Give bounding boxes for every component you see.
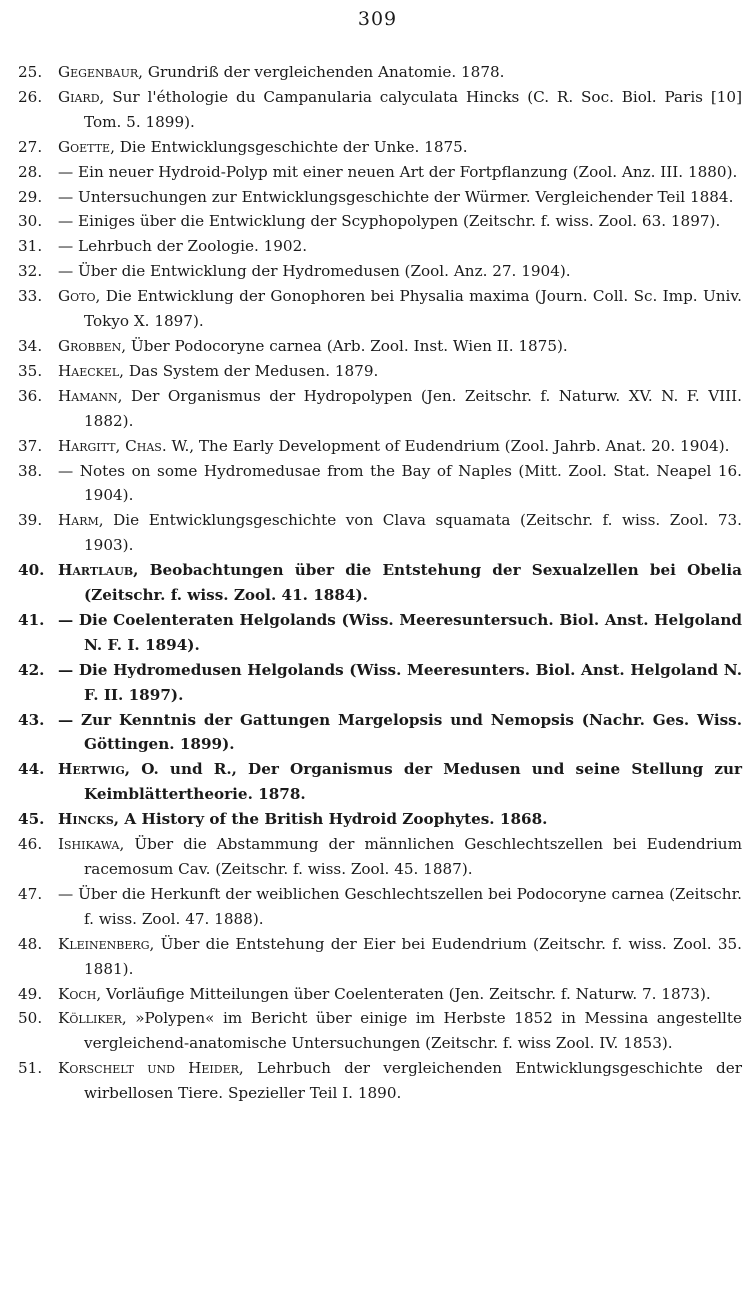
reference-author: — xyxy=(58,212,74,231)
reference-text: Lehrbuch der vergleichenden Entwicklungsgeschichte der wirbellosen Tiere. Spezieller Teil I. 1890. xyxy=(84,1059,742,1103)
reference-author: — xyxy=(58,237,74,256)
reference-number: 51. xyxy=(18,1059,43,1078)
reference-entry xyxy=(18,807,742,832)
reference-number: 44. xyxy=(18,760,45,779)
reference-entry xyxy=(18,234,742,259)
reference-text: Zur Kenntnis der Gattungen Margelopsis und Nemopsis (Nachr. Ges. Wiss. Göttingen. 1899). xyxy=(81,710,742,754)
reference-number: 37. xyxy=(18,436,43,455)
reference-number: 28. xyxy=(18,162,43,181)
reference-citation xyxy=(58,209,742,234)
reference-entry xyxy=(18,359,742,384)
reference-text: Über die Entwicklung der Hydromedusen (Zool. Anz. 27. 1904). xyxy=(78,262,571,281)
reference-number: 47. xyxy=(18,884,43,903)
reference-number: 40. xyxy=(18,561,45,580)
reference-author: Harm, xyxy=(58,511,104,530)
reference-text: Die Entwicklung der Gonophoren bei Physalia maxima (Journ. Coll. Sc. Imp. Univ. Tokyo X. 1897). xyxy=(84,287,743,331)
reference-citation xyxy=(58,384,742,434)
reference-text: The Early Development of Eudendrium (Zool. Jahrb. Anat. 20. 1904). xyxy=(198,436,730,455)
reference-author: — xyxy=(58,884,74,903)
reference-entry xyxy=(18,757,742,807)
reference-entry xyxy=(18,259,742,284)
reference-text: Vorläufige Mitteilungen über Coelenteraten (Jen. Zeitschr. f. Naturw. 7. 1873). xyxy=(106,984,711,1003)
reference-citation xyxy=(58,359,742,384)
reference-author: Grobben, xyxy=(58,336,127,355)
reference-author: — xyxy=(58,461,74,480)
reference-author: Kölliker, xyxy=(58,1009,127,1028)
reference-text: Notes on some Hydromedusae from the Bay of Naples (Mitt. Zool. Stat. Neapel 16. 1904). xyxy=(79,461,743,505)
reference-number: 25. xyxy=(18,63,43,81)
reference-text: Sur l'éthologie du Campanularia calyculata Hincks (C. R. Soc. Biol. Paris [10] Tom. 5. 1899). xyxy=(84,87,743,131)
reference-author: — xyxy=(58,610,74,629)
reference-author: — xyxy=(58,162,74,181)
reference-text: Über die Herkunft der weiblichen Geschlechtszellen bei Podocoryne carnea (Zeitschr. f. wiss. Zool. 47. 1888). xyxy=(78,884,742,928)
reference-entry xyxy=(18,832,742,882)
reference-entry xyxy=(18,384,742,434)
reference-text: Die Entwicklungsgeschichte der Unke. 1875. xyxy=(119,137,468,156)
reference-citation xyxy=(58,334,742,359)
reference-entry xyxy=(18,658,742,708)
reference-author: Hincks, xyxy=(58,810,120,829)
reference-author: — xyxy=(58,710,74,729)
reference-author: Hartlaub, xyxy=(58,561,139,580)
reference-entry xyxy=(18,558,742,608)
reference-number: 50. xyxy=(18,1009,43,1028)
reference-citation xyxy=(58,982,742,1007)
reference-citation xyxy=(58,234,742,259)
reference-citation xyxy=(58,185,742,210)
reference-citation xyxy=(58,60,742,85)
reference-text: Über Podocoryne carnea (Arb. Zool. Inst. Wien II. 1875). xyxy=(130,336,568,355)
reference-citation xyxy=(58,160,742,185)
reference-entry xyxy=(18,85,742,135)
reference-author: Hertwig, xyxy=(58,760,131,779)
reference-number: 30. xyxy=(18,212,43,231)
reference-number: 42. xyxy=(18,660,45,679)
reference-number: 34. xyxy=(18,336,43,355)
reference-number: 39. xyxy=(18,511,43,530)
reference-number: 36. xyxy=(18,386,43,405)
reference-list xyxy=(18,60,742,1106)
reference-text: Ein neuer Hydroid-Polyp mit einer neuen Art der Fortpflanzung (Zool. Anz. III. 1880). xyxy=(78,162,738,181)
reference-entry xyxy=(18,60,742,85)
reference-text: O. und R., Der Organismus der Medusen und seine Stellung zur Keimblättertheorie. 1878. xyxy=(84,760,743,804)
reference-author: — xyxy=(58,187,74,206)
reference-text: Über die Abstammung der männlichen Geschlechtszellen bei Eudendrium racemosum Cav. (Zeitschr. f. wiss. Zool. 45. 1887). xyxy=(84,835,742,878)
reference-citation xyxy=(58,85,742,135)
reference-text: Der Organismus der Hydropolypen (Jen. Zeitschr. f. Naturw. XV. N. F. VIII. 1882). xyxy=(84,386,743,430)
reference-citation xyxy=(58,459,742,509)
reference-entry xyxy=(18,882,742,932)
reference-citation xyxy=(58,284,742,334)
reference-number: 49. xyxy=(18,984,43,1003)
reference-entry xyxy=(18,284,742,334)
reference-number: 46. xyxy=(18,835,43,854)
reference-text: Die Entwicklungsgeschichte von Clava squamata (Zeitschr. f. wiss. Zool. 73. 1903). xyxy=(84,511,743,555)
reference-text: Grundriß der vergleichenden Anatomie. 1878. xyxy=(147,63,505,81)
reference-number: 26. xyxy=(18,87,43,106)
reference-number: 48. xyxy=(18,934,43,953)
reference-number: 41. xyxy=(18,610,45,629)
reference-citation xyxy=(58,1006,742,1056)
reference-entry xyxy=(18,608,742,658)
reference-text: Einiges über die Entwicklung der Scyphopolypen (Zeitschr. f. wiss. Zool. 63. 1897). xyxy=(78,212,721,231)
reference-entry xyxy=(18,135,742,160)
reference-entry xyxy=(18,459,742,509)
reference-entry xyxy=(18,708,742,758)
reference-citation xyxy=(58,135,742,160)
reference-citation xyxy=(58,658,742,708)
reference-text: Beobachtungen über die Entstehung der Sexualzellen bei Obelia (Zeitschr. f. wiss. Zool. 41. 1884). xyxy=(84,561,742,605)
reference-text: Die Coelenteraten Helgolands (Wiss. Meeresuntersuch. Biol. Anst. Helgoland N. F. I. 1894). xyxy=(78,610,742,654)
reference-number: 31. xyxy=(18,237,43,256)
reference-number: 27. xyxy=(18,137,43,156)
page-number: 309 xyxy=(357,8,398,30)
reference-text: Über die Entstehung der Eier bei Eudendrium (Zeitschr. f. wiss. Zool. 35. 1881). xyxy=(84,934,742,978)
reference-author: Gegenbaur, xyxy=(58,63,144,81)
reference-text: Die Hydromedusen Helgolands (Wiss. Meeresunters. Biol. Anst. Helgoland N. F. II. 1897). xyxy=(78,660,742,704)
reference-text: Lehrbuch der Zoologie. 1902. xyxy=(78,237,308,256)
reference-author: — xyxy=(58,262,74,281)
reference-number: 33. xyxy=(18,287,43,306)
reference-author: Hargitt, Chas. W., xyxy=(58,436,195,455)
reference-citation xyxy=(58,832,742,882)
reference-author: Ishikawa, xyxy=(58,835,125,854)
reference-entry xyxy=(18,334,742,359)
reference-author: Haeckel, xyxy=(58,361,125,380)
reference-author: Korschelt und Heider, xyxy=(58,1059,244,1078)
reference-entry xyxy=(18,508,742,558)
reference-citation xyxy=(58,1056,742,1106)
reference-entry xyxy=(18,982,742,1007)
reference-author: Goto, xyxy=(58,287,101,306)
reference-author: — xyxy=(58,660,74,679)
reference-citation xyxy=(58,608,742,658)
reference-text: Untersuchungen zur Entwicklungsgeschichte der Würmer. Vergleichender Teil 1884. xyxy=(78,187,734,206)
reference-author: Goette, xyxy=(58,137,115,156)
reference-text: Das System der Medusen. 1879. xyxy=(128,361,379,380)
reference-entry xyxy=(18,932,742,982)
reference-number: 38. xyxy=(18,461,43,480)
reference-author: Hamann, xyxy=(58,386,123,405)
reference-entry xyxy=(18,1006,742,1056)
reference-entry xyxy=(18,185,742,210)
reference-citation xyxy=(58,807,742,832)
reference-number: 32. xyxy=(18,262,43,281)
reference-number: 43. xyxy=(18,710,45,729)
reference-citation xyxy=(58,932,742,982)
reference-entry xyxy=(18,434,742,459)
reference-text: A History of the British Hydroid Zoophytes. 1868. xyxy=(124,810,548,829)
reference-citation xyxy=(58,882,742,932)
reference-citation xyxy=(58,434,742,459)
reference-citation xyxy=(58,558,742,608)
reference-entry xyxy=(18,1056,742,1106)
reference-citation xyxy=(58,708,742,758)
reference-number: 45. xyxy=(18,810,45,829)
reference-text: »Polypen« im Bericht über einige im Herbste 1852 in Messina angestellte vergleichend-anatomische Untersuchungen (Zeitschr. f. wiss Zool. IV. 1853). xyxy=(84,1009,742,1053)
reference-entry xyxy=(18,209,742,234)
reference-citation xyxy=(58,757,742,807)
reference-entry xyxy=(18,160,742,185)
reference-author: Koch, xyxy=(58,984,102,1003)
reference-author: Kleinenberg, xyxy=(58,934,155,953)
reference-author: Giard, xyxy=(58,87,105,106)
reference-citation xyxy=(58,259,742,284)
reference-number: 29. xyxy=(18,187,43,206)
reference-citation xyxy=(58,508,742,558)
reference-number: 35. xyxy=(18,361,43,380)
